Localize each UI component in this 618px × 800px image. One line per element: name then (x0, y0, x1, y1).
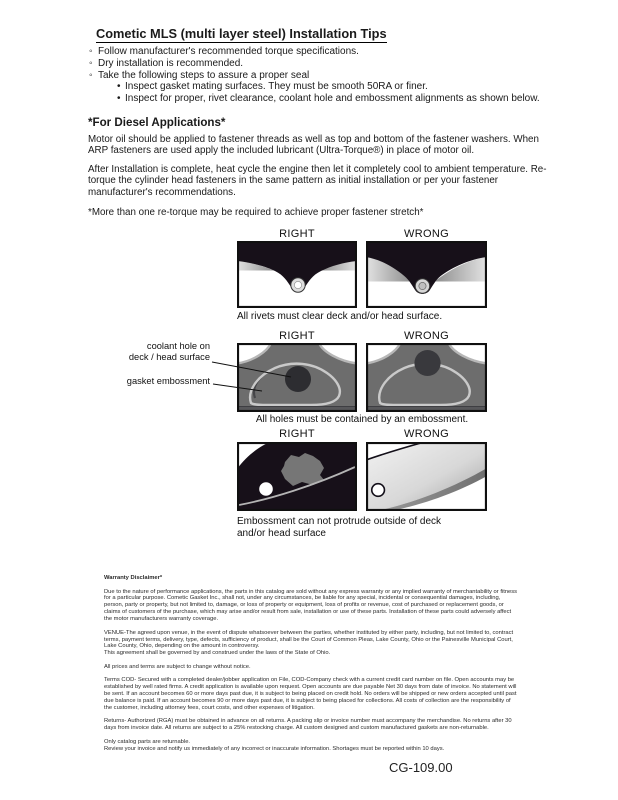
sub-bullet-item (89, 81, 559, 93)
bullet-item (89, 46, 559, 58)
bolt-hole (259, 482, 273, 496)
protrude-wrong-label: WRONG (404, 428, 449, 440)
intro-bullet-list (89, 46, 559, 105)
rivet-wrong-illustration (366, 241, 487, 308)
rivet-right-illustration (237, 241, 357, 308)
page-title: Cometic MLS (multi layer steel) Installation Tips (96, 26, 387, 41)
diesel-paragraph-1: Motor oil should be applied to fastener threads as well as top and bottom of the fastener washers. When ARP fasteners are used apply the included lubricant (Ultra-Torque®) in place of motor oil. (88, 134, 539, 157)
sub-bullet-marker-icon: • (117, 93, 121, 105)
protrude-wrong-illustration (366, 442, 487, 511)
diesel-heading: *For Diesel Applications* (88, 116, 226, 129)
rivet-center (294, 281, 301, 288)
bullet-marker-icon: ◦ (89, 57, 93, 69)
disclaimer-paragraph: Review your invoice and notify us immediately of any incorrect or inaccurate information. Shortages must be reported within 10 days. (104, 745, 445, 752)
holes-wrong-illustration (366, 343, 487, 412)
disclaimer-heading: Warranty Disclaimer* (104, 575, 163, 581)
protrude-wrong-svg (366, 442, 487, 511)
sub-bullet-text: Inspect for proper, rivet clearance, coolant hole and embossment alignments as shown below. (125, 93, 540, 105)
rivet-wrong-label: WRONG (404, 228, 449, 240)
bullet-item (89, 70, 559, 82)
sub-bullet-text: Inspect gasket mating surfaces. They must be smooth 50RA or finer. (125, 81, 428, 93)
disclaimer-paragraph: Returns- Authorized (RGA) must be obtained in advance on all returns. A packing slip or invoice number must accompany the merchandise. No returns after 30 days from invoice date. All returns are subject to a 25% restocking charge. All custom designed and custom manufactured gaskets are non-returnable. (104, 718, 512, 732)
diagram-caption-holes: All holes must be contained by an embossment. (255, 414, 469, 425)
holes-wrong-svg (366, 343, 487, 412)
bullet-marker-icon: ◦ (89, 69, 93, 81)
rivet-right-svg (237, 241, 357, 308)
holes-right-illustration (237, 343, 357, 412)
holes-right-label: RIGHT (279, 330, 315, 342)
protrude-right-svg (237, 442, 357, 511)
diagram-caption-protrude: Embossment can not protrude outside of deck and/or head surface (237, 516, 442, 539)
diagram-caption-rivets: All rivets must clear deck and/or head surface. (237, 311, 443, 322)
bolt-hole (372, 484, 385, 497)
sub-bullet-item (89, 93, 559, 105)
holes-wrong-label: WRONG (404, 330, 449, 342)
coolant-hole (414, 350, 440, 376)
disclaimer-paragraph: All prices and terms are subject to change without notice. (104, 663, 251, 670)
rivet-wrong-svg (366, 241, 487, 308)
page-number: CG-109.00 (389, 760, 453, 775)
diesel-paragraph-2: After Installation is complete, heat cycle the engine then let it completely cool to ambient temperature. Re-torque the cylinder head fasteners in the same pattern as initial installation or per your fastener manufacturer's recommendations. (88, 164, 547, 198)
warranty-disclaimer (104, 575, 520, 759)
coolant-hole (285, 366, 311, 392)
holes-right-svg (237, 343, 357, 412)
sub-bullet-marker-icon: • (117, 81, 121, 93)
bullet-item (89, 58, 559, 70)
rivet-center (419, 282, 426, 289)
protrude-right-label: RIGHT (279, 428, 315, 440)
protrude-right-illustration (237, 442, 357, 511)
disclaimer-paragraph: VENUE-The agreed upon venue, in the event of dispute whatsoever between the parties, whether instituted by either party, including, but not limited to, contract terms, payment terms, delivery, type, defects, sufficiency of product, shall be the Court of Common Pleas, Lake County, Ohio or the Painesville Municipal Court, Lake County, Ohio, depending on the amount in controversy. (104, 629, 514, 650)
rivet-right-label: RIGHT (279, 228, 315, 240)
disclaimer-paragraph: This agreement shall be governed by and construed under the laws of the State of Ohio. (104, 650, 331, 657)
disclaimer-paragraph: Due to the nature of performance applications, the parts in this catalog are sold without any express warranty or any implied warranty of merchantability or fitness for a particular purpose. Cometic Gasket Inc., shall not, under any circumstances, be liable for any special, incidental or consequential damages, including, person, party or property, but not limited to, damage, or loss of property or equipment, loss of profits or revenue, cost of purchased or replacement goods, or claims of customers of the purchase, which may arise and/or result from sale, installation or use of these parts. Installation of these parts could adversely affect the motor manufacturers warranty coverage. (104, 588, 518, 623)
bullet-text: Follow manufacturer's recommended torque specifications. (98, 46, 359, 57)
bullet-marker-icon: ◦ (89, 46, 93, 57)
bullet-text: Dry installation is recommended. (98, 57, 244, 69)
disclaimer-paragraph: Terms COD- Secured with a completed dealer/jobber application on File, COD-Company check with a current credit card number on file. Open accounts may be established by well rated firms. A credit application is available upon request. Open accounts are due payable Net 30 days from date of invoice. No statement will be sent. If an account becomes 60 or more days past due, it is subject to being placed on credit hold. No orders will be shipped or new orders accepted until past due balance is paid. If an account becomes 90 or more days past due, it is subject to being placed for collections. All costs of collection are the responsibility of the customer, including attorney fees, court costs, and other expenses of litigation. (104, 677, 517, 711)
coolant-hole-label: coolant hole on deck / head surface (128, 341, 210, 363)
gasket-embossment-label: gasket embossment (126, 376, 210, 386)
diesel-note: *More than one re-torque may be required to achieve proper fastener stretch* (88, 207, 424, 218)
bullet-text: Take the following steps to assure a proper seal (98, 69, 310, 81)
disclaimer-paragraph: Only catalog parts are returnable. (104, 738, 191, 745)
